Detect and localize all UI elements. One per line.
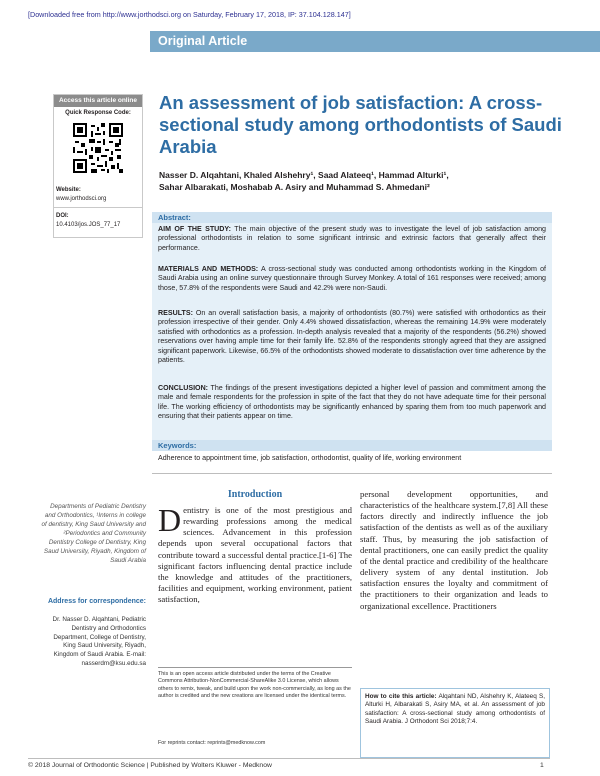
- divider: [152, 473, 552, 474]
- keywords-heading: Keywords:: [158, 441, 197, 450]
- affiliations: Departments of Pediatric Dentistry and Orthodontics, ¹Interns in college of dentistry, King Saud University and ²Periodontics and Community Dentistry College of Dentistry, King Saud University, Riyadh, Kingdom of Saudi Arabia: [41, 503, 146, 564]
- article-type-banner: [150, 31, 600, 52]
- methods-text: A cross-sectional study was conducted among orthodontists working in the Kingdom of Saudi Arabia using an online survey questionnaire through Survey Monkey. A total of 161 responses were received; among those, 57.8% of the respondents were Saudi and 42.2% were non-Saudi.: [158, 265, 547, 292]
- abstract-box: [152, 212, 552, 448]
- doi-value[interactable]: 10.4103/jos.JOS_77_17: [56, 222, 121, 228]
- conclusion-label: CONCLUSION:: [158, 384, 209, 392]
- access-online-box: [53, 94, 143, 238]
- doi-label: DOI:: [56, 213, 69, 219]
- access-title: Access this article online: [54, 95, 142, 107]
- methods-label: MATERIALS AND METHODS:: [158, 265, 259, 273]
- website-link[interactable]: www.jorthodsci.org: [56, 196, 107, 202]
- reprints-contact: For reprints contact: reprints@medknow.com: [158, 740, 266, 746]
- license-text: This is an open access article distributed under the terms of the Creative Commons Attribution-NonCommercial-ShareAlike 3.0 License, which allows others to remix, tweak, and build upon the work non-commercially, as long as the author is credited and the new creations are licensed under the identical terms.: [158, 671, 351, 699]
- abstract-heading: Abstract:: [158, 213, 191, 222]
- sidebar-divider: [54, 207, 142, 208]
- abstract-results: [158, 309, 546, 365]
- qr-code-icon: [73, 123, 123, 173]
- website-label: Website:: [56, 187, 81, 193]
- results-label: RESULTS:: [158, 309, 193, 317]
- intro-column-2: personal development opportunities, and characteristics of the healthcare system.[7,8] All these factors directly and indirectly influence the job satisfaction of the dentists as well as of the auxiliary staff. Thus, by measuring the job satisfaction of dental practitioners, one can easily predict the quality of the dental practice and credibility of the healthcare delivery system of any dental institution. Job satisfaction ensures the loyalty and commitment of the practitioners to their organization and leads to organizational excellence. Practitioners: [360, 489, 548, 611]
- results-text: On an overall satisfaction basis, a majority of orthodontists (80.7%) were satisfied with orthodontics as their profession irrespective of their gender. Only 4.4% showed dissatisfaction, whereas the remaining 14.9% were moderately satisfied with orthodontics as a profession. In-depth analysis revealed that a majority of the respondents (56.2%) showed reservations over having ample time for their family life. 52.8% of the respondents strongly agreed that they are assigned significant paperwork. Likewise, 66.5% of the orthodontists showed moderate to dissatisfaction over time adherence by the patients.: [158, 309, 546, 365]
- article-title: An assessment of job satisfaction: A cross-sectional study among orthodontists of Saudi Arabia: [159, 92, 562, 157]
- address-heading: Address for correspondence:: [47, 598, 146, 605]
- aim-text: The main objective of the present study was to investigate the level of job satisfaction among professional orthodontists in relation to some significant intrinsic and extrinsic factors that generally affect their performance.: [158, 225, 546, 252]
- keywords-header: [152, 440, 552, 451]
- abstract-conclusion: [158, 384, 546, 422]
- abstract-header: [152, 212, 552, 223]
- article-type-label: Original Article: [158, 34, 248, 48]
- introduction-heading: Introduction: [227, 489, 283, 500]
- keywords-text: Adherence to appointment time, job satisfaction, orthodontist, quality of life, working environment: [158, 454, 462, 462]
- qr-label: Quick Response Code:: [65, 110, 131, 116]
- page-number: 1: [540, 762, 544, 769]
- author-line-2: Sahar Albarakati, Moshabab A. Asiry and Muhammad S. Ahmedani²: [159, 182, 430, 192]
- citation-text: [365, 693, 545, 727]
- intro-column-1: [158, 502, 352, 605]
- address-text: Dr. Nasser D. Alqahtani, Pediatric Dentistry and Orthodontics Department, College of Dentistry, King Saud University, Riyadh, Kingdom of Saudi Arabia. E-mail: nasserdm@ksu.edu.sa: [52, 616, 146, 667]
- aim-label: AIM OF THE STUDY:: [158, 225, 231, 233]
- abstract-aim: [158, 225, 546, 253]
- intro-text-1: entistry is one of the most prestigious and rewarding professions among the medical sciences. Advancement in this profession depends upon several occupational factors that contribute toward a successful dental practice.[1-6] The significant factors influencing dental practice include the knowledge and attitudes of the practitioners, facilities and equipment, working environment, patient satisfaction,: [158, 505, 352, 605]
- author-line-1: Nasser D. Alqahtani, Khaled Alshehry¹, Saad Alateeq¹, Hammad Alturki¹,: [159, 170, 449, 180]
- author-list: [159, 169, 579, 193]
- footer-divider: [28, 758, 550, 759]
- citation-box: [360, 688, 550, 758]
- download-notice: [Downloaded free from http://www.jorthodsci.org on Saturday, February 17, 2018, IP: 37.104.128.147]: [28, 10, 351, 19]
- citation-label: How to cite this article:: [365, 693, 437, 700]
- abstract-methods: [158, 265, 546, 293]
- conclusion-text: The findings of the present investigations depicted a higher level of passion and commitment among the male and female respondents for the profession in spite of the fact that they do not have adequate time for their personal life. The working efficiency of orthodontists may be significantly enhanced by sparing them from too much paperwork and ensuring that their patients appear on time.: [158, 384, 546, 421]
- license-divider: [158, 667, 352, 668]
- footer-text: © 2018 Journal of Orthodontic Science | Published by Wolters Kluwer - Medknow: [28, 762, 272, 769]
- drop-cap: D: [158, 502, 182, 538]
- citation-body: Alqahtani ND, Alshehry K, Alateeq S, Alturki H, Albarakati S, Asiry MA, et al. An assessment of job satisfaction: A cross-sectional study among orthodontists of Saudi Arabia. J Orthodont Sci 2018;7:4.: [365, 693, 545, 726]
